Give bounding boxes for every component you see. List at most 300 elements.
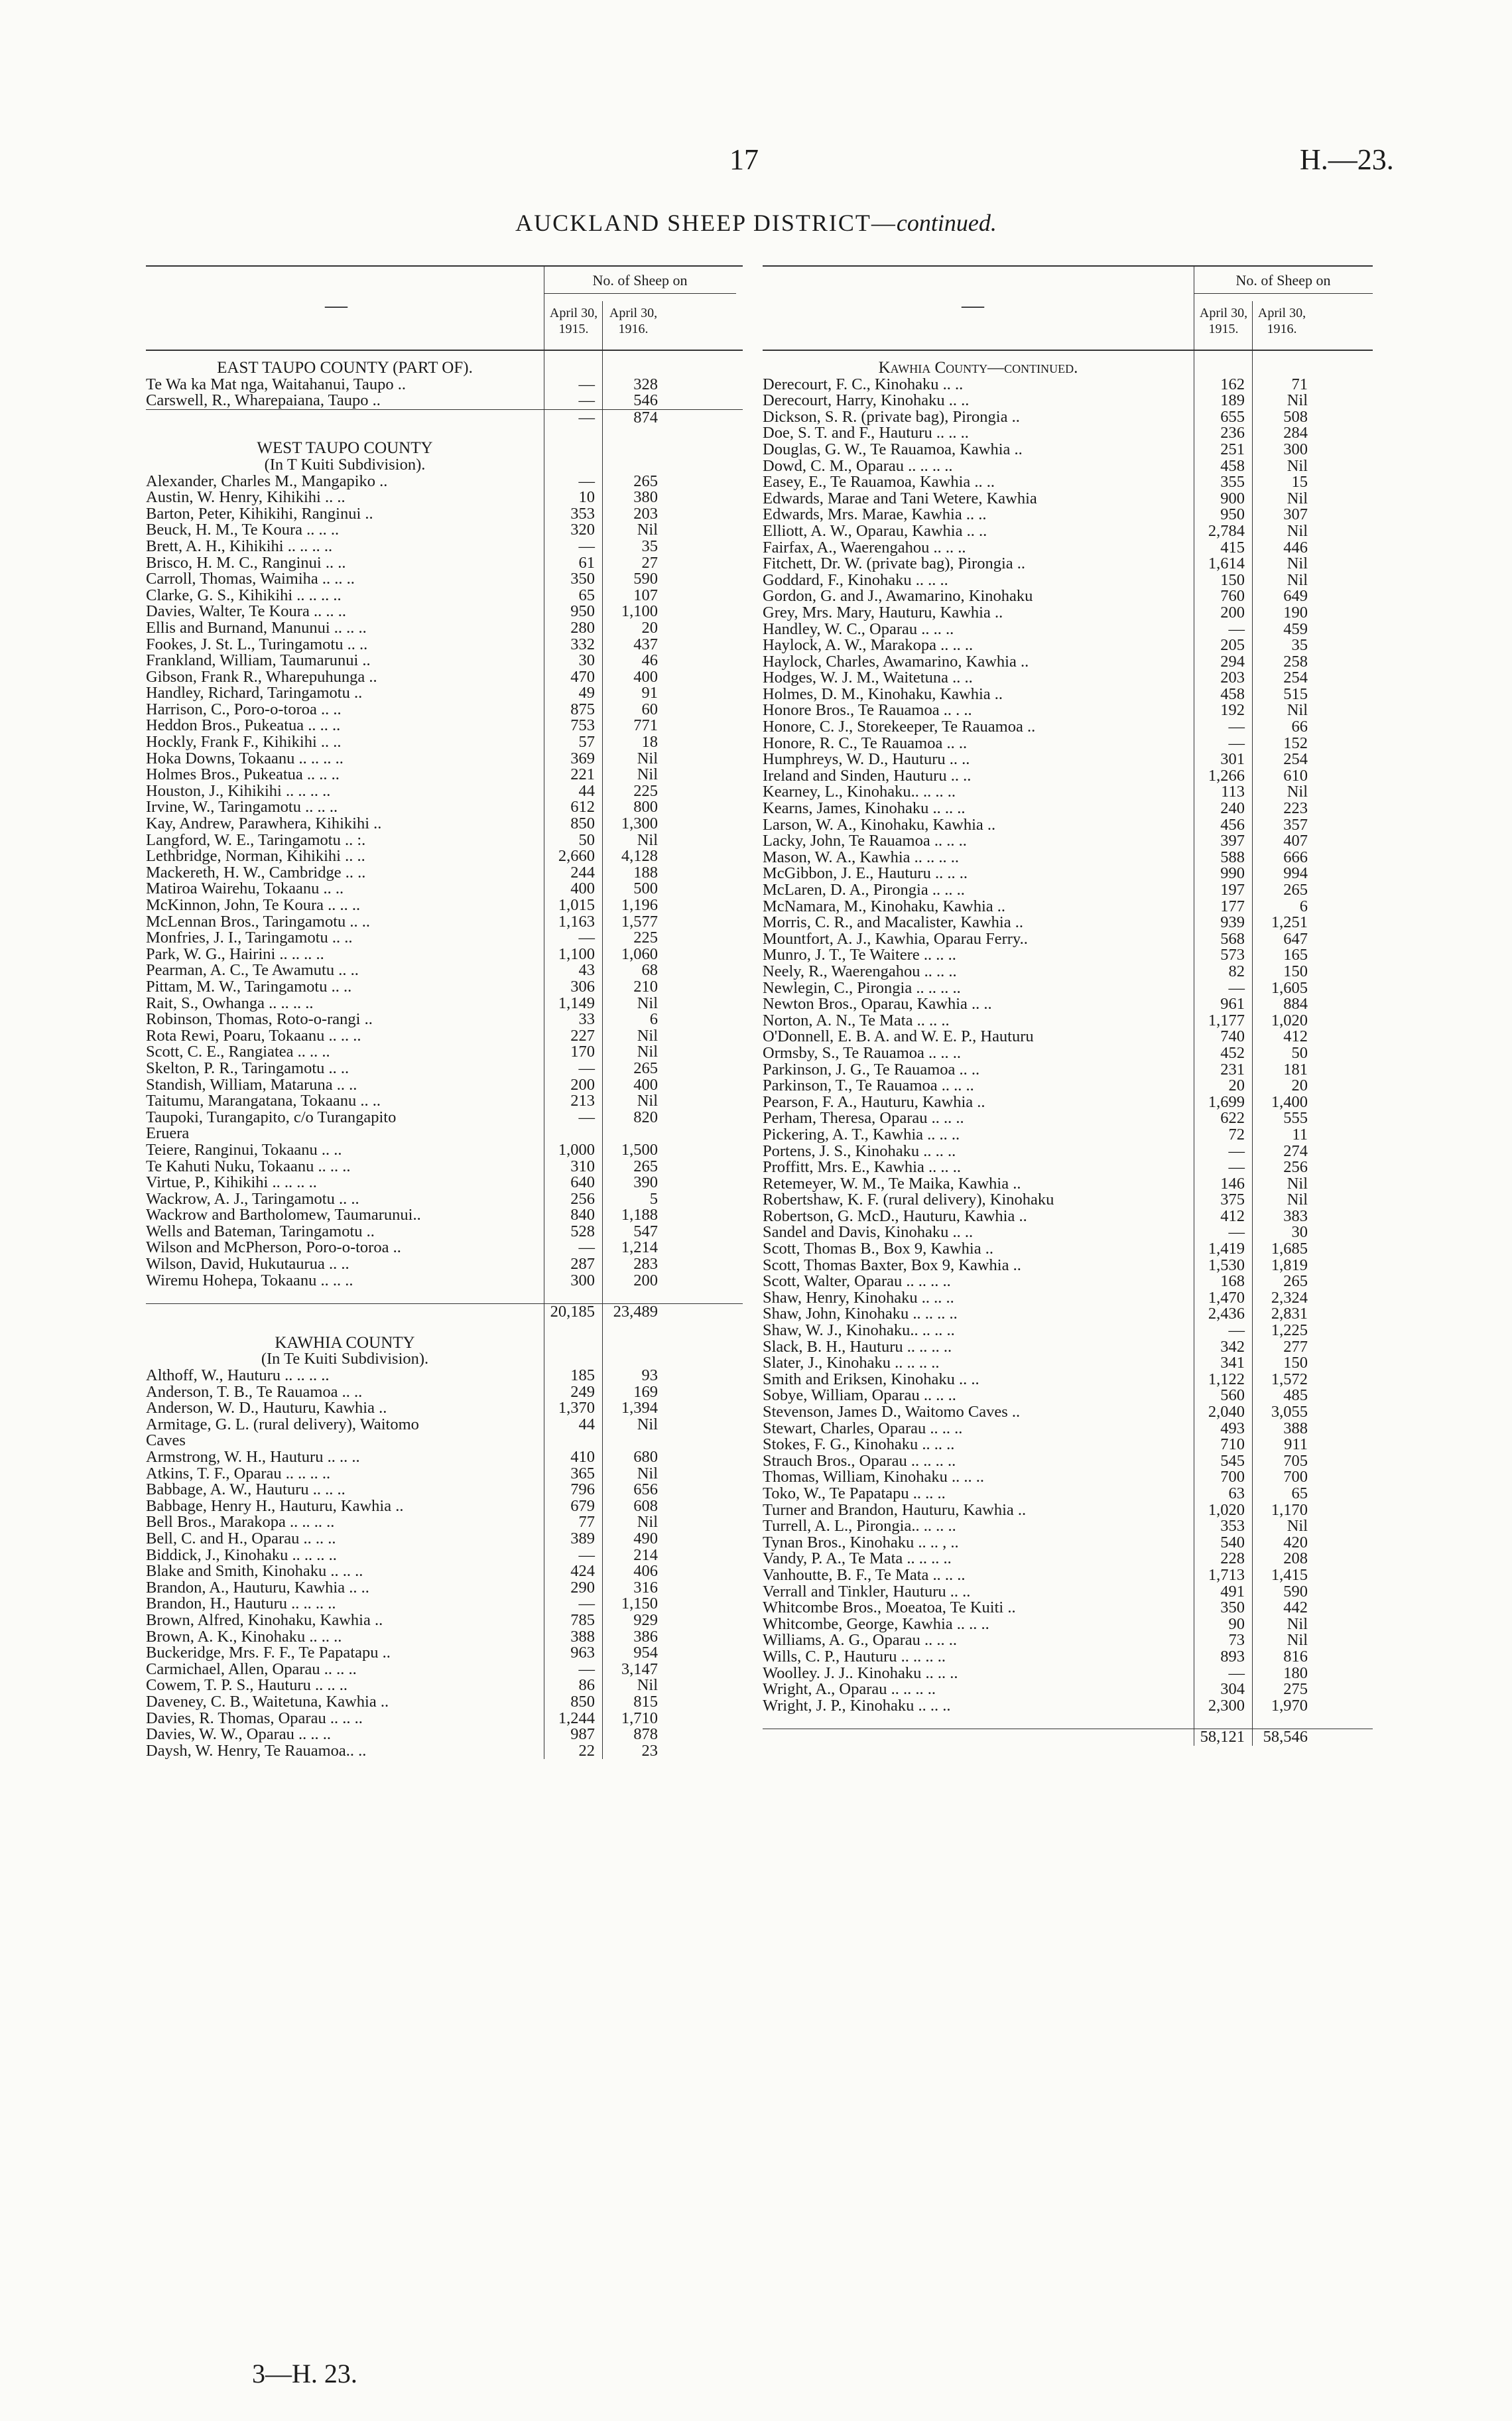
value-1916: 547 [633,1222,658,1240]
table-row [763,687,1373,703]
table-row [763,1176,1373,1193]
value-1916: 307 [1283,505,1308,524]
row-name: Frankland, William, Taumarunui .. [146,653,371,669]
value-1915: 397 [1220,832,1245,850]
value-1915: 1,713 [1208,1565,1245,1584]
value-1916: 1,400 [1271,1092,1308,1111]
value-1915: — [578,1660,595,1678]
table-row [763,1518,1373,1535]
value-1916: 1,100 [621,602,658,621]
table-row [146,979,743,996]
value-1916: 283 [633,1255,658,1274]
value-1915: 49 [578,684,595,702]
value-1916: 200 [633,1271,658,1289]
value-1916: 406 [633,1562,658,1581]
table-row [146,1012,743,1028]
row-name: Te Kahuti Nuku, Tokaanu .. .. .. [146,1158,351,1175]
table-row [146,848,743,865]
table-row [763,719,1373,736]
value-1915: 58,121 [1200,1728,1245,1746]
row-name: Wright, J. P., Kinohaku .. .. .. [763,1697,951,1715]
row-name: EAST TAUPO COUNTY (PART OF). [217,360,473,377]
value-1915: 568 [1220,929,1245,948]
table-row [146,1207,743,1224]
row-name: Lacky, John, Te Rauamoa .. .. .. [763,833,967,850]
value-1915: 240 [1220,799,1245,818]
table-row [146,1256,743,1273]
value-1915: 950 [1220,505,1245,524]
table-row [146,1677,743,1694]
row-name: Newton Bros., Oparau, Kawhia .. .. [763,996,992,1013]
value-1915: 280 [570,618,595,637]
table-row [763,980,1373,997]
value-1915: 424 [570,1562,595,1581]
value-1916: Nil [637,749,658,767]
table-row [763,964,1373,980]
value-1916: 649 [1283,587,1308,606]
row-name: Stevenson, James D., Waitomo Caves .. [763,1404,1021,1421]
row-name: Morris, C. R., and Macalister, Kawhia .. [763,915,1023,931]
value-1916: Nil [1287,1174,1308,1193]
value-1916: 705 [1283,1451,1308,1470]
value-1915: 640 [570,1173,595,1192]
value-1915: 63 [1228,1484,1245,1502]
value-1916: 254 [1283,669,1308,687]
value-1915: 168 [1220,1272,1245,1291]
title-main: AUCKLAND SHEEP DISTRICT— [515,210,897,236]
value-1915: 82 [1228,962,1245,980]
table-row [146,1368,743,1384]
table-row [146,1662,743,1678]
value-1916: 929 [633,1610,658,1629]
table-row [146,767,743,783]
value-1915: 458 [1220,456,1245,475]
value-1916: 884 [1283,995,1308,1014]
section-heading [146,1335,743,1352]
value-1916: 383 [1283,1207,1308,1225]
table-row [146,996,743,1012]
value-1915: 1,470 [1208,1288,1245,1307]
table-row [146,783,743,800]
value-1915: 850 [570,1692,595,1711]
table-row [763,882,1373,899]
value-1916: 254 [1283,750,1308,769]
row-name: Te Wa ka Mat nga, Waitahanui, Taupo .. [146,376,407,393]
value-1916: 208 [1283,1549,1308,1568]
table-row [763,702,1373,719]
row-name: Rait, S., Owhanga .. .. .. .. [146,995,314,1012]
page-title [0,209,1512,237]
value-1915: 77 [578,1513,595,1532]
table-row [146,1028,743,1045]
table-row [763,1649,1373,1666]
table-row [763,1127,1373,1144]
value-1915: — [1228,718,1245,736]
value-1915: 72 [1228,1125,1245,1144]
value-1915: 249 [570,1382,595,1401]
name-column-header: — [325,293,347,318]
table-row [146,1482,743,1498]
table-row [146,685,743,702]
table-row [146,522,743,539]
row-name: Barton, Peter, Kihikihi, Ranginui .. [146,505,373,523]
value-1916: 1,020 [1271,1011,1308,1029]
value-1915: 310 [570,1157,595,1175]
footer-code: 3—H. 23. [252,2359,357,2388]
value-1916: 225 [633,929,658,947]
value-1915: 294 [1220,652,1245,671]
value-1915: 221 [570,765,595,784]
row-name: Robertson, G. McD., Hauturu, Kawhia .. [763,1208,1027,1225]
row-name: Carswell, R., Wharepaiana, Taupo .. [146,393,381,409]
table-row [763,1551,1373,1567]
row-name: Mackereth, H. W., Cambridge .. .. [146,864,366,882]
table-row [146,1531,743,1547]
table-row [763,752,1373,768]
value-1916: 46 [641,651,658,670]
table-row [146,1175,743,1191]
value-1916: 23,489 [613,1303,658,1321]
row-name: Brisco, H. M. C., Ranginui .. .. [146,555,346,572]
value-1916: 11 [1292,1125,1308,1144]
value-1916: 150 [1283,962,1308,980]
row-name: (In T Kuiti Subdivision). [264,456,426,474]
row-name: Daveney, C. B., Waitetuna, Kawhia .. [146,1693,389,1711]
value-1916: 60 [641,700,658,718]
table-row [763,1535,1373,1551]
value-1915: 1,244 [558,1709,595,1727]
row-name: Dickson, S. R. (private bag), Pirongia .. [763,409,1020,426]
value-1916: 407 [1283,832,1308,850]
row-name: Langford, W. E., Taringamotu .. :. [146,832,366,849]
row-name: Buckeridge, Mrs. F. F., Te Papatapu .. [146,1645,391,1662]
table-row [146,881,743,897]
table-row [763,1013,1373,1029]
value-1916: Nil [637,521,658,539]
value-1915: 540 [1220,1533,1245,1551]
value-1915: 57 [578,733,595,752]
row-name: Irvine, W., Taringamotu .. .. .. [146,799,338,817]
table-row [146,490,743,506]
value-1915: 700 [1220,1468,1245,1486]
table-row [146,718,743,734]
value-1916: 1,394 [621,1399,658,1417]
value-1916: 656 [633,1480,658,1499]
table-row [763,1698,1373,1715]
value-1915: — [1228,620,1245,638]
value-1916: 1,251 [1271,913,1308,932]
row-name: Verrall and Tinkler, Hauturu .. .. [763,1583,971,1601]
value-1916: 65 [1291,1484,1308,1502]
value-1915: 987 [570,1725,595,1744]
row-name: Easey, E., Te Rauamoa, Kawhia .. .. [763,474,995,491]
row-name: Pittam, M. W., Taringamotu .. .. [146,978,352,996]
row-name: Stokes, F. G., Kinohaku .. .. .. [763,1437,955,1453]
value-1916: 223 [1283,799,1308,818]
table-row [146,620,743,637]
row-name: Armitage, G. L. (rural delivery), Waitomo [146,1416,419,1433]
value-1916: 1,605 [1271,978,1308,997]
row-name: McLennan Bros., Taringamotu .. .. [146,913,371,931]
row-name: Rota Rewi, Poaru, Tokaanu .. .. .. [146,1027,361,1045]
value-1916: 284 [1283,424,1308,442]
value-1915: 73 [1228,1631,1245,1650]
row-name: Pickering, A. T., Kawhia .. .. .. [763,1126,960,1144]
table-row [763,1290,1373,1307]
value-1915: 753 [570,716,595,735]
value-1916: 188 [633,863,658,882]
table-row [763,588,1373,605]
row-name: Brandon, H., Hauturu .. .. .. .. [146,1596,336,1612]
table-row [763,1323,1373,1339]
value-1915: 189 [1220,391,1245,410]
row-name: Turner and Brandon, Hauturu, Kawhia .. [763,1502,1027,1519]
value-1916: 214 [633,1545,658,1564]
value-1915: 412 [1220,1207,1245,1225]
value-1916: 954 [633,1644,658,1662]
table-row [146,1612,743,1629]
value-1916: 490 [633,1529,658,1547]
row-name: Elliott, A. W., Oparau, Kawhia .. .. [763,523,987,540]
value-1915: 900 [1220,489,1245,507]
value-1916: Nil [1287,555,1308,573]
value-1915: 1,000 [558,1140,595,1159]
value-1916: 546 [633,391,658,410]
row-name: Proffitt, Mrs. E., Kawhia .. .. .. [763,1159,961,1176]
row-name: Kawhia County—continued. [878,360,1078,377]
value-1915: 1,163 [558,912,595,931]
table-row [763,833,1373,850]
table-row [146,669,743,686]
value-1915: 30 [578,651,595,670]
value-1916: 500 [633,880,658,898]
table-row [763,1486,1373,1502]
value-1915: 150 [1220,570,1245,589]
value-1915: 355 [1220,473,1245,491]
table-row [146,1580,743,1597]
value-1916: 15 [1291,473,1308,491]
table-row [763,491,1373,507]
value-1915: 1,530 [1208,1256,1245,1274]
value-1916: 169 [633,1382,658,1401]
value-1915: 33 [578,1010,595,1029]
row-name: Haylock, Charles, Awamarino, Kawhia .. [763,653,1029,671]
value-1916: 647 [1283,929,1308,948]
row-name: Wackrow, A. J., Taringamotu .. .. [146,1191,359,1208]
row-name: Wells and Bateman, Taringamotu .. [146,1223,375,1240]
value-1915: 796 [570,1480,595,1499]
table-row [146,1629,743,1646]
row-name: Grey, Mrs. Mary, Hauturu, Kawhia .. [763,604,1003,622]
row-name: Taitumu, Marangatana, Tokaanu .. .. [146,1093,381,1110]
value-1915: 545 [1220,1451,1245,1470]
value-1916: 203 [633,504,658,523]
row-name: Shaw, W. J., Kinohaku.. .. .. .. [763,1323,955,1339]
value-1916: 388 [1283,1419,1308,1437]
row-name: Dowd, C. M., Oparau .. .. .. .. [763,458,953,475]
value-1916: 20 [1291,1077,1308,1095]
row-name: Fairfax, A., Waerengahou .. .. .. [763,539,966,556]
table-row [763,1469,1373,1486]
row-name: Cowem, T. P. S., Hauturu .. .. .. [146,1677,347,1694]
value-1915: 963 [570,1644,595,1662]
table-row [763,801,1373,817]
value-1916: 107 [633,586,658,604]
page-number: 17 [729,143,759,176]
row-name: Ormsby, S., Te Rauamoa .. .. .. [763,1045,962,1062]
row-name: Sobye, William, Oparau .. .. .. [763,1388,956,1404]
table-row [146,1433,743,1449]
value-1916: Nil [637,1415,658,1433]
table-row [763,474,1373,491]
row-name: Wilson and McPherson, Poro-o-toroa .. [146,1240,401,1257]
value-1915: — [1228,1321,1245,1340]
title-continued: continued. [896,210,997,236]
row-name: Anderson, W. D., Hauturu, Kawhia .. [146,1400,387,1417]
row-name: Fitchett, Dr. W. (private bag), Pirongia .. [763,556,1026,572]
value-1915: 113 [1221,783,1245,801]
row-name: Tynan Bros., Kinohaku .. .. , .. [763,1534,959,1551]
table-row [763,1437,1373,1453]
value-1915: 10 [578,488,595,507]
row-name: Brown, A. K., Kinohaku .. .. .. [146,1628,342,1646]
value-1915: 231 [1220,1060,1245,1079]
row-name: Babbage, A. W., Hauturu .. .. .. [146,1482,346,1498]
value-1916: Nil [637,1676,658,1695]
value-1916: 1,577 [621,912,658,931]
value-1916: 666 [1283,848,1308,866]
value-1915: 679 [570,1496,595,1515]
value-1915: 146 [1220,1174,1245,1193]
total-row [146,1303,743,1321]
value-1915: — [1228,978,1245,997]
table-row [763,1110,1373,1127]
value-1916: Nil [1287,521,1308,540]
table-row [763,377,1373,393]
right-table-body [763,351,1373,1746]
value-1916: 68 [641,961,658,980]
value-1916: 265 [633,1157,658,1175]
table-row [146,1061,743,1077]
value-1916: 386 [633,1627,658,1646]
value-1915: 840 [570,1206,595,1224]
value-1916: 20 [641,618,658,637]
value-1915: 332 [570,635,595,653]
value-1915: 1,122 [1208,1370,1245,1388]
row-name: Hoka Downs, Tokaanu .. .. .. .. [146,750,344,767]
row-name: Honore, C. J., Storekeeper, Te Rauamoa .. [763,719,1036,736]
value-1915: 353 [570,504,595,523]
value-1916: 380 [633,488,658,507]
row-name: Biddick, J., Kinohaku .. .. .. .. [146,1547,337,1564]
table-row [763,393,1373,409]
table-row [763,1666,1373,1682]
row-name: Pearman, A. C., Te Awamutu .. .. [146,962,359,979]
value-1916: 590 [1283,1582,1308,1601]
table-row [763,784,1373,801]
table-row [146,1142,743,1159]
table-row [763,523,1373,540]
table-row [146,1498,743,1515]
value-1916: 3,147 [621,1660,658,1678]
value-1915: 452 [1220,1043,1245,1062]
value-1916: 1,500 [621,1140,658,1159]
right-table [763,265,1373,1746]
table-row [763,768,1373,785]
table-row [146,1596,743,1612]
value-1915: 493 [1220,1419,1245,1437]
table-row [146,1110,743,1126]
value-1915: 203 [1220,669,1245,687]
value-1916: 316 [633,1578,658,1597]
value-1916: 66 [1291,718,1308,736]
table-row [146,702,743,718]
value-1916: Nil [1287,1614,1308,1633]
value-1916: 459 [1283,620,1308,638]
value-1915: — [1228,1142,1245,1160]
table-row [763,1600,1373,1616]
table-row [763,654,1373,671]
row-name: Monfries, J. I., Taringamotu .. .. [146,930,353,947]
left-table-header [146,265,743,351]
row-name: Thomas, William, Kinohaku .. .. .. [763,1469,985,1486]
total-row [146,409,743,426]
value-1915: 22 [578,1741,595,1760]
value-1915: 301 [1220,750,1245,769]
row-name: Scott, C. E., Rangiatea .. .. .. [146,1044,330,1061]
value-1915: 350 [1220,1599,1245,1617]
value-1916: 515 [1283,685,1308,703]
value-1916: Nil [1287,1631,1308,1650]
table-row [146,1093,743,1110]
value-1915: 622 [1220,1109,1245,1128]
row-name: Ireland and Sinden, Hauturu .. .. [763,767,972,785]
value-1915: 320 [570,521,595,539]
row-name: Handley, Richard, Taringamotu .. [146,685,363,702]
row-name: Wackrow and Bartholomew, Taumarunui.. [146,1207,421,1224]
row-name: Hodges, W. J. M., Waitetuna .. .. [763,670,973,687]
section-heading [146,360,743,377]
value-1916: Nil [1287,1517,1308,1536]
row-name: Brown, Alfred, Kinohaku, Kawhia .. [146,1612,383,1629]
row-name: Davies, R. Thomas, Oparau .. .. .. [146,1710,363,1727]
value-1915: 410 [570,1448,595,1466]
row-name: Edwards, Mrs. Marae, Kawhia .. .. [763,507,987,523]
table-row [146,897,743,914]
row-name: Taupoki, Turangapito, c/o Turangapito [146,1109,397,1126]
value-1916: 1,196 [621,896,658,914]
value-1915: 2,660 [558,847,595,866]
col-1916-header: April 30, 1916. [1257,306,1306,336]
document-code: H.—23. [1300,143,1394,176]
value-1916: Nil [637,765,658,784]
value-1915: 389 [570,1529,595,1547]
table-row [146,393,743,409]
row-name: Vanhoutte, B. F., Te Mata .. .. .. [763,1567,966,1584]
row-name: Gibson, Frank R., Wharepuhunga .. [146,669,377,686]
value-1916: 35 [1291,636,1308,655]
value-1915: 470 [570,667,595,686]
value-1916: 1,685 [1271,1240,1308,1258]
row-name: Park, W. G., Hairini .. .. .. .. [146,946,324,963]
row-name: Skelton, P. R., Taringamotu .. .. [146,1060,349,1077]
row-name: Wilson, David, Hukutaurua .. .. [146,1256,349,1273]
table-row [146,947,743,963]
value-1916: 485 [1283,1386,1308,1405]
value-1915: 365 [570,1464,595,1482]
value-1915: 961 [1220,995,1245,1014]
row-name: Caves [146,1433,186,1449]
